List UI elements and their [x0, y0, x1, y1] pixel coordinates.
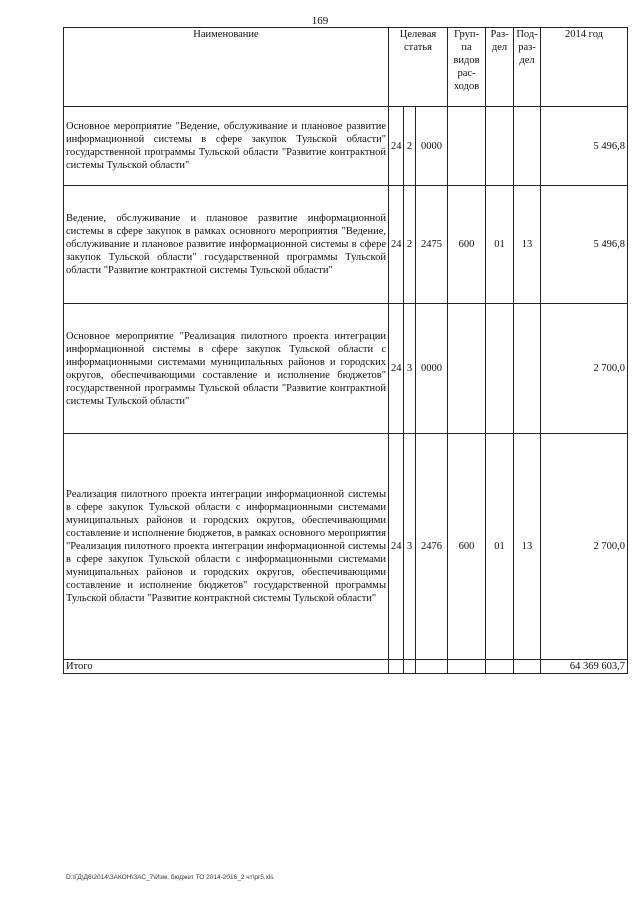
row-cs1: 24 [389, 304, 404, 434]
header-subsection: Под- раз- дел [514, 28, 541, 107]
row-cs3: 2475 [416, 186, 448, 304]
row-cs2: 2 [404, 107, 416, 186]
row-cs3: 0000 [416, 304, 448, 434]
total-row [64, 660, 628, 674]
row-name: Основное мероприятие "Реализация пилотного проекта интеграции информационной системы в сфере закупок Тульской области с информационными системами муниципальных районов и городских округов, обеспечивающими составление и исполнение бюджетов" государственной программы Тульской области "Развитие контрактной системы Тульской области" [64, 304, 389, 434]
header-expense-group: Груп- па видов рас- ходов [448, 28, 486, 107]
row-subsection: 13 [514, 434, 541, 660]
row-cs2: 3 [404, 434, 416, 660]
page-number: 169 [311, 15, 329, 27]
file-path-footer: D:\ГД\Д6\2014\ЗАКОН\ЗАС_7\Изм. бюджет ТО 2014-2016_2 чт\pr5.xls [66, 874, 274, 881]
row-cs1: 24 [389, 434, 404, 660]
table-row [64, 304, 628, 434]
row-subsection: 13 [514, 186, 541, 304]
row-cs3: 2476 [416, 434, 448, 660]
header-name: Наименование [64, 28, 389, 107]
row-amount: 2 700,0 [541, 434, 628, 660]
row-cs2: 2 [404, 186, 416, 304]
row-section [486, 107, 514, 186]
row-section: 01 [486, 434, 514, 660]
header-year: 2014 год [541, 28, 628, 107]
row-name: Ведение, обслуживание и плановое развитие информационной системы в сфере закупок в рамках основного мероприятия "Ведение, обслуживание и плановое развитие информационной системы в сфере закупок Тульской области" государственной программы Тульской области "Развитие контрактной системы Тульской области" [64, 186, 389, 304]
header-section: Раз- дел [486, 28, 514, 107]
budget-table [63, 27, 628, 674]
row-group: 600 [448, 434, 486, 660]
row-group [448, 304, 486, 434]
row-cs1: 24 [389, 186, 404, 304]
row-amount: 2 700,0 [541, 304, 628, 434]
row-group [448, 107, 486, 186]
row-group: 600 [448, 186, 486, 304]
row-cs1: 24 [389, 107, 404, 186]
row-section: 01 [486, 186, 514, 304]
row-section [486, 304, 514, 434]
row-name: Реализация пилотного проекта интеграции информационной системы в сфере закупок Тульской области с информационными системами муниципальных районов и городских округов, обеспечивающими составление и исполнение бюджетов, в рамках основного мероприятия "Реализация пилотного проекта интеграции информационной системы в сфере закупок Тульской области с информационными системами муниципальных районов и городских округов, обеспечивающими составление и исполнение бюджетов" государственной программы Тульской области "Развитие контрактной системы Тульской области" [64, 434, 389, 660]
total-label: Итого [64, 660, 389, 674]
table-row [64, 434, 628, 660]
row-amount: 5 496,8 [541, 107, 628, 186]
row-cs3: 0000 [416, 107, 448, 186]
row-subsection [514, 107, 541, 186]
total-amount: 64 369 603,7 [541, 660, 628, 674]
row-cs2: 3 [404, 304, 416, 434]
row-name: Основное мероприятие "Ведение, обслуживание и плановое развитие информационной системы в сфере закупок Тульской области" государственной программы Тульской области "Развитие контрактной системы Тульской области" [64, 107, 389, 186]
table-header-row [64, 28, 628, 107]
row-subsection [514, 304, 541, 434]
header-target-article: Целевая статья [389, 28, 448, 107]
table-row [64, 107, 628, 186]
table-row [64, 186, 628, 304]
row-amount: 5 496,8 [541, 186, 628, 304]
